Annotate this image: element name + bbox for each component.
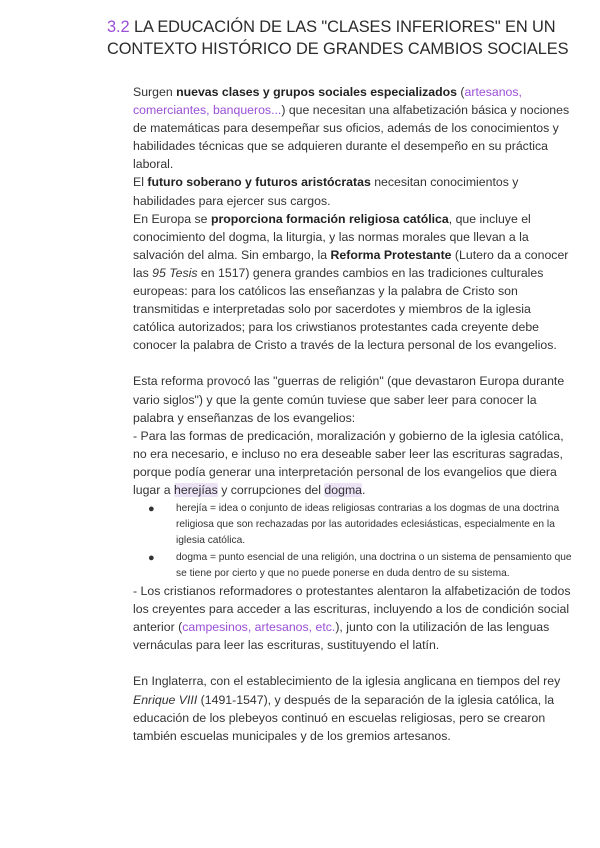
text: necesitan conocimientos y habilidades para ejercer sus cargos.: [133, 175, 519, 208]
definition-item: [133, 550, 573, 582]
definition-text: dogma = punto esencial de una religión, una doctrina o un sistema de pensamiento que se tiene por cierto y que no puede ponerse en duda dentro de su sistema.: [176, 551, 572, 579]
highlighted-text: herejías: [174, 482, 218, 497]
italic-text: Enrique VIII: [133, 692, 198, 707]
section-number: 3.2: [107, 18, 130, 36]
definition-item: [133, 501, 573, 550]
text: y corrupciones del: [217, 482, 325, 497]
document-body: [133, 83, 573, 745]
text: (1491-1547), y después de la separación de la iglesia católica, la educación de los plebeyos continuó en escuelas religiosas, pero se crearon también escuelas municipales y de los gremios artesanos.: [133, 692, 555, 743]
paragraph-europe: [133, 210, 573, 355]
paragraph-sovereign: [133, 173, 573, 209]
list-item-catholic: [133, 427, 573, 499]
heading-line-2: CONTEXTO HISTÓRICO DE GRANDES CAMBIOS SOCIALES: [107, 40, 569, 58]
purple-text: artesanos, comerciantes, banqueros...: [133, 85, 522, 118]
text: En Europa se: [133, 211, 211, 226]
text: En Inglaterra, con el establecimiento de la iglesia anglicana en tiempos del rey: [133, 674, 561, 689]
text: ), junto con la utilización de las lenguas vernáculas para leer las escrituras, sustituyendo el latín.: [133, 620, 550, 653]
bullet-icon: ●: [148, 551, 155, 564]
text: .: [362, 482, 366, 497]
spacer: [133, 354, 573, 372]
text: (Lutero da a conocer las: [133, 247, 569, 280]
definition-text: herejía = idea o conjunto de ideas religiosas contrarias a los dogmas de una doctrina religiosa que son rechazadas por las autoridades eclesiásticas, especialmente en la iglesia católica.: [176, 503, 560, 547]
text: ) que necesitan una alfabetización básica y nociones de matemáticas para desempeñar sus oficios, además de los conocimientos y habilidades técnicas que se adquieren durante el desempeño en su práctica laboral.: [133, 103, 570, 172]
paragraph-new-classes: [133, 83, 573, 173]
section-heading: [107, 16, 577, 60]
bold-text: nuevas clases y grupos sociales especializados: [176, 85, 458, 99]
italic-text: 95 Tesis: [152, 265, 198, 280]
paragraph-reform: Esta reforma provocó las "guerras de religión" (que devastaron Europa durante vario siglos") y que la gente común tuviese que saber leer para conocer la palabra y enseñanzas de los evangelios:: [133, 374, 565, 425]
bullet-icon: ●: [148, 503, 155, 516]
text: El: [133, 175, 148, 190]
text: , que incluye el conocimiento del dogma, la liturgia, y las normas morales que llevan a la salvación del alma. Sin embargo, la: [133, 211, 531, 262]
bold-text: futuro soberano y futuros aristócratas: [147, 175, 371, 190]
text: - Los cristianos reformadores o protestantes alentaron la alfabetización de todos los creyentes para acceder a las escrituras, incluyendo a los de condición social anterior (: [133, 584, 571, 635]
text: en 1517) genera grandes cambios en las tradiciones culturales europeas: para los católicos las enseñanzas y la palabra de Cristo son transmitidas e interpretadas solo por sacerdotes y miembros de la iglesia católica autorizados; para los criwstianos protestantes cada creyente debe conocer la palabra de Cristo a través de la lectura personal de los evangelios.: [133, 265, 557, 353]
text: (: [457, 85, 465, 99]
bold-text: proporciona formación religiosa católica: [210, 211, 449, 226]
text: Surgen: [133, 85, 177, 99]
list-item-protestant: [133, 582, 573, 654]
definitions-list: [133, 501, 573, 582]
spacer: [133, 654, 573, 672]
bold-text: Reforma Protestante: [330, 247, 452, 262]
highlighted-text: dogma: [324, 482, 363, 497]
text: - Para las formas de predicación, moralización y gobierno de la iglesia católica, no era necesario, e incluso no era deseable saber leer las escrituras sagradas, porque podía generar una interpretación personal de los evangelios que diera lugar a: [133, 428, 564, 497]
purple-text: campesinos, artesanos, etc.: [182, 620, 336, 635]
heading-line-1: LA EDUCACIÓN DE LAS "CLASES INFERIORES" EN UN: [129, 18, 556, 36]
paragraph-england: [133, 672, 573, 744]
